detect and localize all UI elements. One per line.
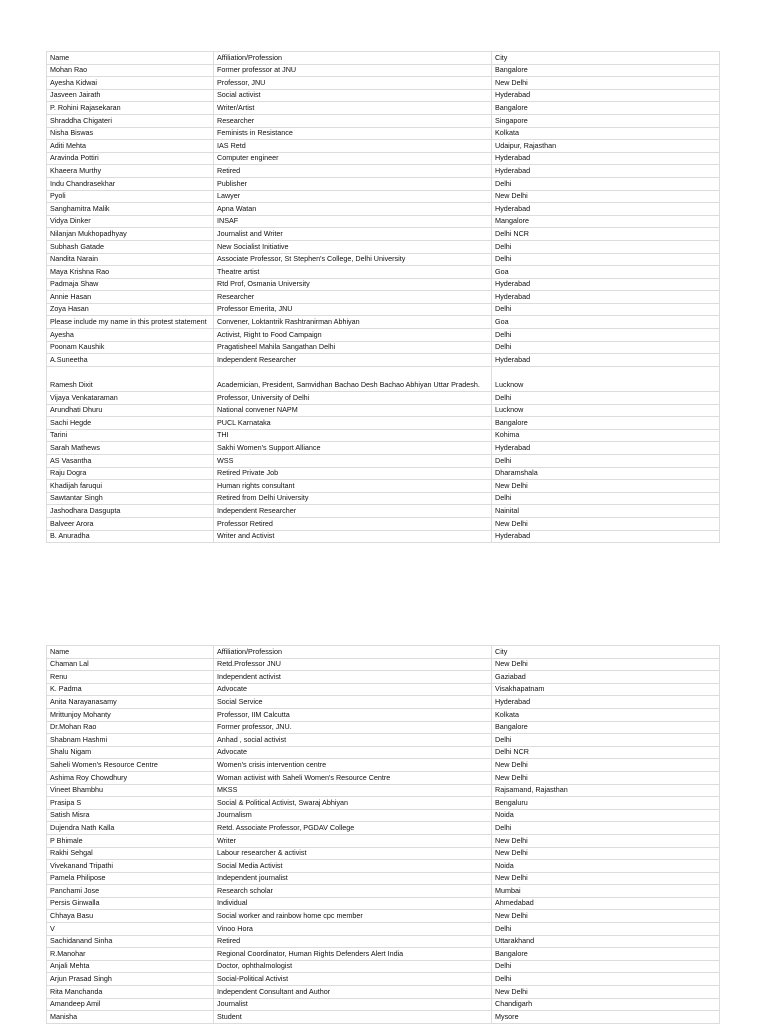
name-cell: Maya Krishna Rao <box>47 266 214 279</box>
affiliation-cell: Anhad , social activist <box>214 734 492 747</box>
name-cell: Sachi Hegde <box>47 417 214 430</box>
table-row <box>47 191 720 204</box>
table-row <box>47 848 720 861</box>
name-cell: Poonam Kaushik <box>47 342 214 355</box>
name-cell: Pyoli <box>47 191 214 204</box>
city-cell: Hyderabad <box>492 203 720 216</box>
city-cell: Delhi <box>492 734 720 747</box>
name-cell: Mohan Rao <box>47 65 214 78</box>
name-cell: Mrittunjoy Mohanty <box>47 709 214 722</box>
city-cell: Hyderabad <box>492 165 720 178</box>
affiliation-cell: New Socialist Initiative <box>214 241 492 254</box>
table-row <box>47 722 720 735</box>
city-cell: Noida <box>492 810 720 823</box>
table-row <box>47 986 720 999</box>
city-cell: Bangalore <box>492 948 720 961</box>
affiliation-cell: Former professor at JNU <box>214 65 492 78</box>
city-cell: Udaipur, Rajasthan <box>492 140 720 153</box>
city-cell: Delhi <box>492 455 720 468</box>
table-row <box>47 973 720 986</box>
city-cell: Noida <box>492 860 720 873</box>
affiliation-cell: Student <box>214 1011 492 1024</box>
city-cell: New Delhi <box>492 191 720 204</box>
affiliation-cell: Independent Researcher <box>214 505 492 518</box>
city-cell: Delhi <box>492 973 720 986</box>
city-cell: New Delhi <box>492 986 720 999</box>
city-cell: Goa <box>492 266 720 279</box>
city-cell: Ahmedabad <box>492 898 720 911</box>
name-cell: Manisha <box>47 1011 214 1024</box>
table-row <box>47 696 720 709</box>
city-cell: New Delhi <box>492 480 720 493</box>
affiliation-cell: Publisher <box>214 178 492 191</box>
affiliation-cell: Women's crisis intervention centre <box>214 759 492 772</box>
city-cell: Delhi <box>492 329 720 342</box>
name-cell: Vineet Bhambhu <box>47 785 214 798</box>
affiliation-cell: Retired <box>214 165 492 178</box>
name-cell: Jasveen Jairath <box>47 90 214 103</box>
affiliation-cell: Social-Political Activist <box>214 973 492 986</box>
affiliation-cell: Retd.Professor JNU <box>214 659 492 672</box>
city-cell: Kohima <box>492 430 720 443</box>
affiliation-cell: Retired <box>214 936 492 949</box>
affiliation-cell: Writer and Activist <box>214 531 492 544</box>
affiliation-cell: MKSS <box>214 785 492 798</box>
city-cell: Delhi <box>492 254 720 267</box>
name-cell: Zoya Hasan <box>47 304 214 317</box>
signatory-table-2 <box>46 645 720 1024</box>
affiliation-cell: Professor, University of Delhi <box>214 392 492 405</box>
signatory-table-1 <box>46 51 720 543</box>
table-row <box>47 241 720 254</box>
affiliation-cell: Academician, President, Samvidhan Bachao Desh Bachao Abhiyan Uttar Pradesh. <box>214 367 492 392</box>
city-cell: Delhi <box>492 392 720 405</box>
name-cell: Chhaya Basu <box>47 910 214 923</box>
table-row <box>47 684 720 697</box>
city-cell: New Delhi <box>492 835 720 848</box>
table-row <box>47 65 720 78</box>
city-cell: Delhi NCR <box>492 747 720 760</box>
table-row <box>47 493 720 506</box>
table-row <box>47 759 720 772</box>
affiliation-cell: Lawyer <box>214 191 492 204</box>
table-row <box>47 216 720 229</box>
name-cell: Sawtantar Singh <box>47 493 214 506</box>
city-cell: Mumbai <box>492 885 720 898</box>
name-cell: Khaeera Murthy <box>47 165 214 178</box>
city-cell: Hyderabad <box>492 354 720 367</box>
affiliation-cell: Journalism <box>214 810 492 823</box>
affiliation-cell: Apna Watan <box>214 203 492 216</box>
name-cell: Vivekanand Tripathi <box>47 860 214 873</box>
name-cell: Nandita Narain <box>47 254 214 267</box>
city-cell: Bangalore <box>492 417 720 430</box>
affiliation-cell: Theatre artist <box>214 266 492 279</box>
name-cell: Annie Hasan <box>47 291 214 304</box>
affiliation-cell: Researcher <box>214 291 492 304</box>
affiliation-cell: National convener NAPM <box>214 405 492 418</box>
city-cell: Hyderabad <box>492 442 720 455</box>
affiliation-cell: Retired Private Job <box>214 468 492 481</box>
table-row <box>47 734 720 747</box>
affiliation-cell: Professor, JNU <box>214 77 492 90</box>
city-cell: Mangalore <box>492 216 720 229</box>
table-row <box>47 392 720 405</box>
city-cell: Delhi <box>492 822 720 835</box>
name-cell: Khadijah faruqui <box>47 480 214 493</box>
city-cell: Delhi <box>492 493 720 506</box>
table-row <box>47 140 720 153</box>
table-row <box>47 405 720 418</box>
affiliation-cell: Vinoo Hora <box>214 923 492 936</box>
name-cell: Vidya Dinker <box>47 216 214 229</box>
city-cell: New Delhi <box>492 848 720 861</box>
city-cell: Hyderabad <box>492 90 720 103</box>
city-cell: Goa <box>492 316 720 329</box>
table-row <box>47 885 720 898</box>
table-row <box>47 279 720 292</box>
table-row <box>47 518 720 531</box>
affiliation-cell: Independent activist <box>214 671 492 684</box>
name-cell: Arundhati Dhuru <box>47 405 214 418</box>
affiliation-cell: Feminists in Resistance <box>214 128 492 141</box>
name-cell: Pamela Philipose <box>47 873 214 886</box>
name-cell: Amandeep Amil <box>47 999 214 1012</box>
name-cell: Indu Chandrasekhar <box>47 178 214 191</box>
table-row <box>47 153 720 166</box>
name-cell: Aravinda Pottiri <box>47 153 214 166</box>
name-cell: Satish Misra <box>47 810 214 823</box>
table-row <box>47 316 720 329</box>
table-row <box>47 999 720 1012</box>
table-row <box>47 961 720 974</box>
name-cell: Shraddha Chigateri <box>47 115 214 128</box>
affiliation-cell: Journalist and Writer <box>214 228 492 241</box>
city-cell: Bengaluru <box>492 797 720 810</box>
affiliation-cell: THI <box>214 430 492 443</box>
affiliation-cell: Human rights consultant <box>214 480 492 493</box>
name-cell: Arjun Prasad Singh <box>47 973 214 986</box>
name-cell: Please include my name in this protest statement <box>47 316 214 329</box>
affiliation-cell: PUCL Karnataka <box>214 417 492 430</box>
city-cell: Delhi <box>492 961 720 974</box>
name-cell: R.Manohar <box>47 948 214 961</box>
column-header: Name <box>47 646 214 659</box>
table-row <box>47 873 720 886</box>
name-cell: P. Rohini Rajasekaran <box>47 102 214 115</box>
name-cell: Sanghamitra Malik <box>47 203 214 216</box>
affiliation-cell: Independent journalist <box>214 873 492 886</box>
affiliation-cell: Social Media Activist <box>214 860 492 873</box>
affiliation-cell: Labour researcher & activist <box>214 848 492 861</box>
name-cell: B. Anuradha <box>47 531 214 544</box>
affiliation-cell: Pragatisheel Mahila Sangathan Delhi <box>214 342 492 355</box>
name-cell: Tarini <box>47 430 214 443</box>
city-cell: Bangalore <box>492 722 720 735</box>
affiliation-cell: Activist, Right to Food Campaign <box>214 329 492 342</box>
name-cell: Ashima Roy Chowdhury <box>47 772 214 785</box>
affiliation-cell: Woman activist with Saheli Women's Resource Centre <box>214 772 492 785</box>
affiliation-cell: IAS Retd <box>214 140 492 153</box>
table-row <box>47 304 720 317</box>
affiliation-cell: Social activist <box>214 90 492 103</box>
city-cell: Hyderabad <box>492 291 720 304</box>
column-header: Name <box>47 52 214 65</box>
table-row <box>47 165 720 178</box>
name-cell: Ramesh Dixit <box>47 367 214 392</box>
name-cell: Rita Manchanda <box>47 986 214 999</box>
table-row <box>47 709 720 722</box>
name-cell: Jashodhara Dasgupta <box>47 505 214 518</box>
table-row <box>47 442 720 455</box>
name-cell: K. Padma <box>47 684 214 697</box>
name-cell: P Bhimale <box>47 835 214 848</box>
table-row <box>47 936 720 949</box>
table-row <box>47 128 720 141</box>
table-row <box>47 659 720 672</box>
city-cell: Delhi NCR <box>492 228 720 241</box>
affiliation-cell: Associate Professor, St Stephen's College, Delhi University <box>214 254 492 267</box>
name-cell: Ayesha Kidwai <box>47 77 214 90</box>
city-cell: Visakhapatnam <box>492 684 720 697</box>
name-cell: Balveer Arora <box>47 518 214 531</box>
affiliation-cell: Professor, IIM Calcutta <box>214 709 492 722</box>
table-header-row <box>47 52 720 65</box>
affiliation-cell: Social & Political Activist, Swaraj Abhiyan <box>214 797 492 810</box>
table-row <box>47 430 720 443</box>
affiliation-cell: Retired from Delhi University <box>214 493 492 506</box>
table-row <box>47 178 720 191</box>
name-cell: Rakhi Sehgal <box>47 848 214 861</box>
table-row <box>47 810 720 823</box>
table-row <box>47 910 720 923</box>
table-row <box>47 115 720 128</box>
name-cell: Sarah Mathews <box>47 442 214 455</box>
city-cell: New Delhi <box>492 873 720 886</box>
city-cell: Lucknow <box>492 405 720 418</box>
affiliation-cell: Writer/Artist <box>214 102 492 115</box>
table-row <box>47 367 720 392</box>
name-cell: Dujendra Nath Kalla <box>47 822 214 835</box>
name-cell: Anjali Mehta <box>47 961 214 974</box>
affiliation-cell: Rtd Prof, Osmania University <box>214 279 492 292</box>
city-cell: New Delhi <box>492 77 720 90</box>
city-cell: Dharamshala <box>492 468 720 481</box>
table-row <box>47 1011 720 1024</box>
city-cell: Mysore <box>492 1011 720 1024</box>
city-cell: New Delhi <box>492 518 720 531</box>
table-row <box>47 772 720 785</box>
city-cell: Delhi <box>492 178 720 191</box>
city-cell: Kolkata <box>492 128 720 141</box>
table-row <box>47 860 720 873</box>
city-cell: New Delhi <box>492 772 720 785</box>
affiliation-cell: Sakhi Women's Support Alliance <box>214 442 492 455</box>
city-cell: Bangalore <box>492 65 720 78</box>
city-cell: New Delhi <box>492 659 720 672</box>
table-row <box>47 747 720 760</box>
affiliation-cell: Convener, Loktantrik Rashtranirman Abhiyan <box>214 316 492 329</box>
affiliation-cell: Advocate <box>214 684 492 697</box>
city-cell: New Delhi <box>492 910 720 923</box>
affiliation-cell: Regional Coordinator, Human Rights Defenders Alert India <box>214 948 492 961</box>
city-cell: Lucknow <box>492 367 720 392</box>
table-row <box>47 835 720 848</box>
column-header: City <box>492 646 720 659</box>
name-cell: Ayesha <box>47 329 214 342</box>
name-cell: Prasipa S <box>47 797 214 810</box>
city-cell: Rajsamand, Rajasthan <box>492 785 720 798</box>
table-row <box>47 455 720 468</box>
name-cell: Dr.Mohan Rao <box>47 722 214 735</box>
city-cell: Delhi <box>492 304 720 317</box>
affiliation-cell: Computer engineer <box>214 153 492 166</box>
affiliation-cell: Doctor, ophthalmologist <box>214 961 492 974</box>
table-row <box>47 329 720 342</box>
affiliation-cell: Researcher <box>214 115 492 128</box>
affiliation-cell: Advocate <box>214 747 492 760</box>
city-cell: Chandigarh <box>492 999 720 1012</box>
affiliation-cell: Individual <box>214 898 492 911</box>
affiliation-cell: Retd. Associate Professor, PGDAV College <box>214 822 492 835</box>
name-cell: Saheli Women's Resource Centre <box>47 759 214 772</box>
name-cell: Persis Ginwalla <box>47 898 214 911</box>
table-row <box>47 785 720 798</box>
affiliation-cell: INSAF <box>214 216 492 229</box>
table-header-row <box>47 646 720 659</box>
name-cell: Nilanjan Mukhopadhyay <box>47 228 214 241</box>
affiliation-cell: Social Service <box>214 696 492 709</box>
name-cell: Nisha Biswas <box>47 128 214 141</box>
table-row <box>47 266 720 279</box>
city-cell: Uttarakhand <box>492 936 720 949</box>
city-cell: New Delhi <box>492 759 720 772</box>
city-cell: Kolkata <box>492 709 720 722</box>
city-cell: Hyderabad <box>492 531 720 544</box>
table-row <box>47 468 720 481</box>
name-cell: Vijaya Venkataraman <box>47 392 214 405</box>
column-header: Affiliation/Profession <box>214 646 492 659</box>
table-row <box>47 90 720 103</box>
affiliation-cell: Former professor, JNU. <box>214 722 492 735</box>
affiliation-cell: Professor Retired <box>214 518 492 531</box>
table-row <box>47 342 720 355</box>
column-header: City <box>492 52 720 65</box>
table-row <box>47 948 720 961</box>
name-cell: Shabnam Hashmi <box>47 734 214 747</box>
table-row <box>47 671 720 684</box>
table-row <box>47 531 720 544</box>
name-cell: Shalu Nigam <box>47 747 214 760</box>
table-row <box>47 291 720 304</box>
column-header: Affiliation/Profession <box>214 52 492 65</box>
affiliation-cell: Independent Researcher <box>214 354 492 367</box>
affiliation-cell: WSS <box>214 455 492 468</box>
city-cell: Delhi <box>492 241 720 254</box>
name-cell: Padmaja Shaw <box>47 279 214 292</box>
table-row <box>47 102 720 115</box>
affiliation-cell: Research scholar <box>214 885 492 898</box>
city-cell: Bangalore <box>492 102 720 115</box>
table-row <box>47 354 720 367</box>
city-cell: Singapore <box>492 115 720 128</box>
table-row <box>47 77 720 90</box>
table-row <box>47 898 720 911</box>
name-cell: Panchami Jose <box>47 885 214 898</box>
table-row <box>47 505 720 518</box>
table-row <box>47 228 720 241</box>
city-cell: Gaziabad <box>492 671 720 684</box>
affiliation-cell: Professor Emerita, JNU <box>214 304 492 317</box>
table-row <box>47 417 720 430</box>
table-row <box>47 254 720 267</box>
table-row <box>47 203 720 216</box>
name-cell: Aditi Mehta <box>47 140 214 153</box>
city-cell: Nainital <box>492 505 720 518</box>
name-cell: Raju Dogra <box>47 468 214 481</box>
name-cell: Sachidanand Sinha <box>47 936 214 949</box>
table-row <box>47 480 720 493</box>
table-row <box>47 797 720 810</box>
name-cell: A.Suneetha <box>47 354 214 367</box>
city-cell: Hyderabad <box>492 279 720 292</box>
name-cell: Chaman Lal <box>47 659 214 672</box>
table-row <box>47 923 720 936</box>
table-row <box>47 822 720 835</box>
affiliation-cell: Journalist <box>214 999 492 1012</box>
city-cell: Hyderabad <box>492 696 720 709</box>
name-cell: Subhash Gatade <box>47 241 214 254</box>
city-cell: Delhi <box>492 923 720 936</box>
name-cell: AS Vasantha <box>47 455 214 468</box>
affiliation-cell: Social worker and rainbow home cpc member <box>214 910 492 923</box>
affiliation-cell: Independent Consultant and Author <box>214 986 492 999</box>
city-cell: Hyderabad <box>492 153 720 166</box>
city-cell: Delhi <box>492 342 720 355</box>
name-cell: Renu <box>47 671 214 684</box>
affiliation-cell: Writer <box>214 835 492 848</box>
name-cell: V <box>47 923 214 936</box>
name-cell: Anita Narayanasamy <box>47 696 214 709</box>
